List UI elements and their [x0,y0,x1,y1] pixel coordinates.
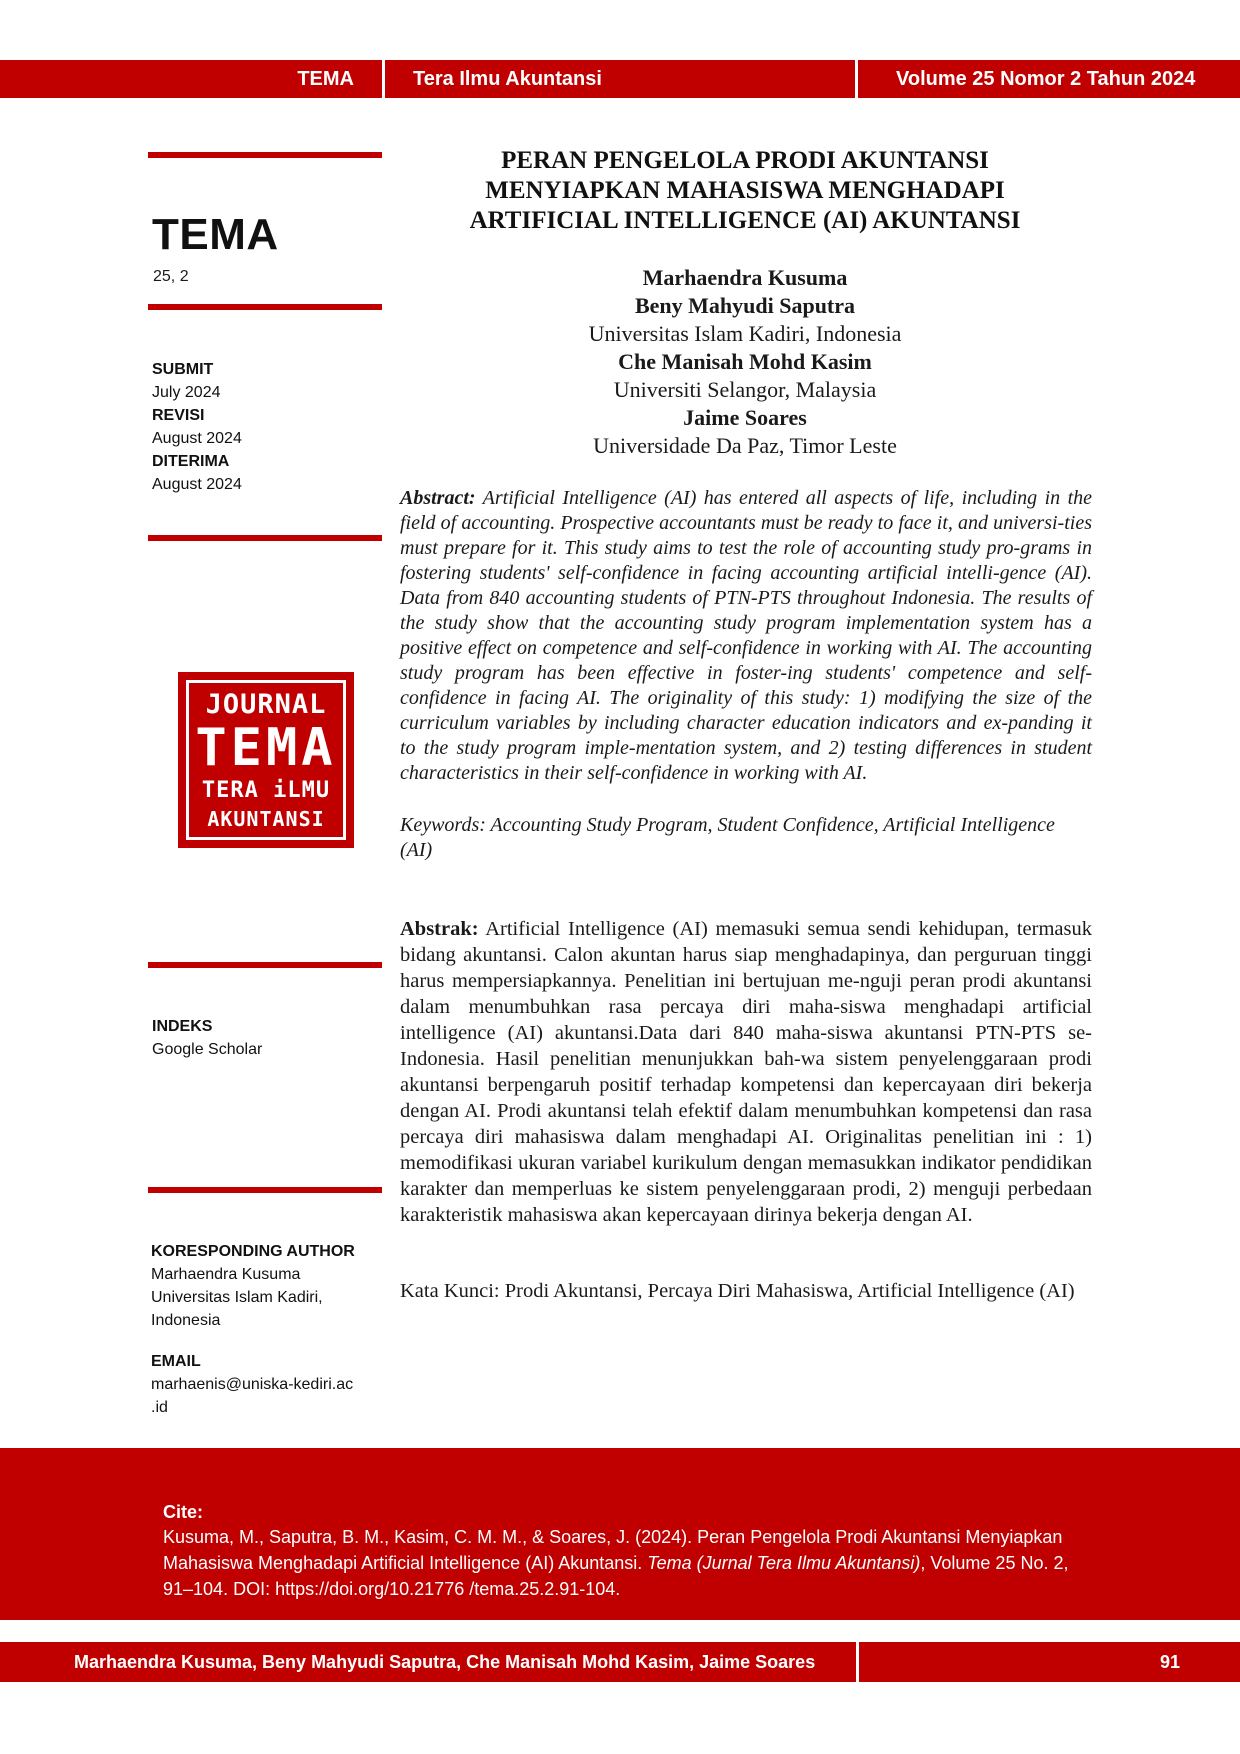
submission-dates [152,358,386,496]
footer-authors: Marhaendra Kusuma, Beny Mahyudi Saputra, Che Manisah Mohd Kasim, Jaime Soares [0,1642,856,1682]
title-line: PERAN PENGELOLA PRODI AKUNTANSI [501,147,989,174]
sidebar-rule [148,304,382,310]
abstract-id-label: Abstrak: [400,918,479,940]
cite-text [163,1524,1090,1602]
corr-affiliation: Universitas Islam Kadiri, [151,1289,323,1306]
corresponding-author-block [151,1240,385,1332]
keywords-indonesian: Kata Kunci: Prodi Akuntansi, Percaya Diri Mahasiswa, Artificial Intelligence (AI) [400,1280,1075,1302]
author-name: Beny Mahyudi Saputra [634,293,856,318]
author-affiliation: Universidade Da Paz, Timor Leste [593,433,897,458]
sidebar-journal-title: TEMA [152,210,279,259]
author-affiliation: Universiti Selangor, Malaysia [613,377,877,402]
keywords-english: Keywords: Accounting Study Program, Student Confidence, Artificial Intelligence (AI) [400,814,1055,861]
abstract-en-text: Artificial Intelligence (AI) has entered all aspects of life, including in the field of accounting. Prospective accountants must be ready to face it, and universi-ties must prepare for it. This study aims to test the role of accounting study pro-grams in fostering students' self-confidence in facing accounting artificial intelli-gence (AI). Data from 840 accounting students of PTN-PTS throughout Indonesia. The results of the study show that the accounting study program implementation system has a positive effect on competence and self-confidence in working with AI. The accounting study program has been effective in foster-ing students' competence and self-confidence in facing AI. The originality of this study: 1) modifying the size of the curriculum variables by including character education indicators and ex-panding it to the study program imple-mentation system, and 2) testing differences in student characteristics in their self-confidence in working with AI. [400,487,1093,784]
diterima-label: DITERIMA [152,453,230,470]
title-line: MENYIAPKAN MAHASISWA MENGHADAPI [485,177,1005,204]
logo-line-tema: TEMA [195,718,337,779]
cite-journal: Tema (Jurnal Tera Ilmu Akuntansi) [647,1553,921,1573]
corr-name: Marhaendra Kusuma [151,1266,301,1283]
author-name: Marhaendra Kusuma [642,265,848,290]
email-label: EMAIL [151,1353,201,1370]
sidebar-rule [148,535,382,541]
title-line: ARTIFICIAL INTELLIGENCE (AI) AKUNTANSI [469,207,1021,234]
sidebar-rule [148,1187,382,1193]
header-issue: Volume 25 Nomor 2 Tahun 2024 [858,60,1240,98]
email-address[interactable]: marhaenis@uniska-kediri.ac [151,1376,354,1393]
submit-label: SUBMIT [152,361,214,378]
diterima-date: August 2024 [152,476,242,493]
page-number: 91 [859,1642,1240,1682]
citation-box [0,1448,1240,1620]
sidebar-volume: 25, 2 [153,268,189,285]
corr-label: KORESPONDING AUTHOR [151,1243,355,1260]
header-band [0,60,1240,98]
abstract-id-text: Artificial Intelligence (AI) memasuki semua sendi kehidupan, termasuk bidang akuntansi. Calon akuntan harus siap menghadapinya, dan perguruan tinggi harus mempersiapkannya. Penelitian ini bertujuan me-nguji peran prodi akuntansi dalam menumbuhkan rasa percaya diri maha-siswa menghadapi artificial intelligence (AI) akuntansi.Data dari 840 maha-siswa akuntansi PTN-PTS se-Indonesia. Hasil penelitian menunjukkan bah-wa sistem penyelenggaraan prodi akuntansi berpengaruh positif terhadap kompetensi dan kepercayaan diri bekerja dengan AI. Prodi akuntansi telah efektif dalam menumbuhkan kompetensi dan rasa percaya diri mahasiswa dalam menghadapi AI. Originalitas penelitian ini : 1) memodifikasi ukuran variabel kurikulum dengan memasukkan indikator pendidikan karakter dan memperluas ke sistem penyelenggaraan prodi, 2) menguji perbedaan karakteristik mahasiswa akan kepercayaan dirinya bekerja dengan AI. [400,918,1092,1226]
revisi-label: REVISI [152,407,205,424]
author-name: Jaime Soares [683,405,807,430]
revisi-date: August 2024 [152,430,242,447]
sidebar-rule [148,962,382,968]
abstract-en-label: Abstract: [400,487,476,509]
logo-line-akuntansi: AKUNTANSI [207,807,325,832]
cite-label: Cite: [163,1502,203,1522]
email-block [151,1350,371,1419]
corr-affiliation-country: Indonesia [151,1312,221,1329]
email-address-cont[interactable]: .id [151,1399,168,1416]
cite-text-doi: , Volume 25 No. 2, 91–104. DOI: https://doi.org/10.21776 /tema.25.2.91-104. [163,1553,1069,1599]
abstract-english [400,486,1092,786]
author-list [505,264,985,460]
indeks-value: Google Scholar [152,1041,263,1058]
author-affiliation: Universitas Islam Kadiri, Indonesia [588,321,902,346]
logo-line-tera-ilmu: TERA iLMU [201,777,331,803]
submit-date: July 2024 [152,384,221,401]
journal-logo [178,672,354,848]
article-title [445,146,1045,236]
abstract-indonesian [400,916,1092,1228]
logo-line-journal: JOURNAL [205,688,327,720]
header-journal-name: Tera Ilmu Akuntansi [385,60,855,98]
indeks-block [152,1015,386,1061]
author-name: Che Manisah Mohd Kasim [618,349,872,374]
indeks-label: INDEKS [152,1018,213,1035]
cite-text-main: Kusuma, M., Saputra, B. M., Kasim, C. M. M., & Soares, J. (2024). Peran Pengelola Prodi Akuntansi Menyiapkan Mahasiswa Menghadapi Artificial Intelligence (AI) Akuntansi. [163,1527,1063,1573]
sidebar-rule [148,152,382,158]
header-journal-short: TEMA [0,60,382,98]
